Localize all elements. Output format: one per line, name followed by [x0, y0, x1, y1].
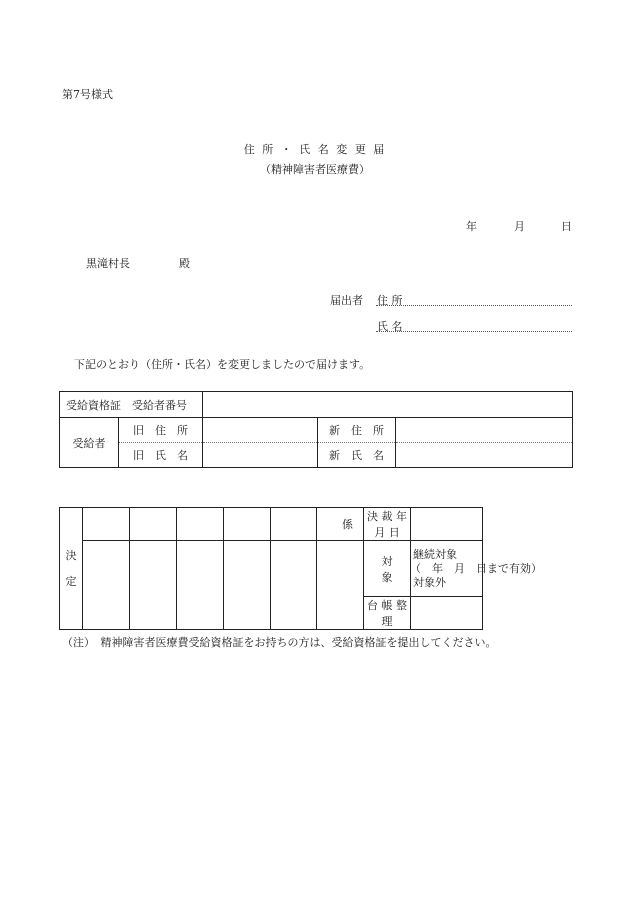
ledger-field[interactable] — [411, 597, 483, 630]
target-valid-until[interactable]: （ 年 月 日まで有効） — [410, 561, 542, 575]
applicant-label: 届出者 — [330, 294, 363, 307]
form-number: 第7号様式 — [62, 88, 113, 101]
stamp-cell-5[interactable] — [271, 541, 317, 630]
stamp-cell-1-top[interactable] — [83, 508, 130, 541]
date-month: 月 — [514, 220, 525, 233]
stamp-cell-2-top[interactable] — [130, 508, 177, 541]
recipient-table — [59, 391, 573, 468]
target-continue[interactable]: 継続対象 — [413, 547, 457, 561]
stamp-cell-3-top[interactable] — [177, 508, 224, 541]
target-excluded[interactable]: 対象外 — [413, 575, 446, 589]
cert-number-label: 受給資格証 受給者番号 — [60, 392, 203, 418]
stamp-cell-1[interactable] — [83, 541, 130, 630]
stamp-cell-4[interactable] — [224, 541, 271, 630]
stamp-cell-2[interactable] — [130, 541, 177, 630]
applicant-address-label: 住 所 — [377, 294, 403, 307]
staff-label: 係 — [317, 508, 364, 541]
new-address-label: 新 住 所 — [318, 418, 396, 443]
cert-number-field[interactable] — [203, 392, 573, 418]
ledger-label: 台 帳 整 理 — [364, 597, 411, 630]
stamp-cell-3[interactable] — [177, 541, 224, 630]
staff-stamp-cell[interactable] — [317, 541, 364, 630]
stamp-cell-5-top[interactable] — [271, 508, 317, 541]
decision-label: 決 定 — [60, 508, 83, 630]
new-name-field[interactable] — [396, 443, 573, 468]
old-address-label: 旧 住 所 — [119, 418, 203, 443]
form-subtitle: （精神障害者医療費） — [260, 163, 370, 176]
new-name-label: 新 氏 名 — [318, 443, 396, 468]
applicant-name-label: 氏 名 — [377, 320, 403, 333]
date-year: 年 — [466, 220, 477, 233]
target-label: 対 象 — [364, 541, 411, 597]
new-address-field[interactable] — [396, 418, 573, 443]
old-name-field[interactable] — [203, 443, 318, 468]
decision-date-field[interactable] — [411, 508, 483, 541]
date-day: 日 — [561, 220, 572, 233]
decision-date-label: 決 裁 年 月 日 — [364, 508, 411, 541]
addressee-honorific: 殿 — [179, 257, 190, 270]
intro-text: 下記のとおり（住所・氏名）を変更しましたので届けます。 — [74, 358, 371, 371]
stamp-cell-4-top[interactable] — [224, 508, 271, 541]
target-options — [410, 541, 542, 597]
addressee-name: 黒滝村長 — [86, 257, 130, 270]
recipient-label: 受給者 — [60, 418, 119, 468]
old-name-label: 旧 氏 名 — [119, 443, 203, 468]
note-text: （注） 精神障害者医療費受給資格証をお持ちの方は、受給資格証を提出してください。 — [62, 636, 497, 649]
old-address-field[interactable] — [203, 418, 318, 443]
form-title: 住 所 ・ 氏 名 変 更 届 — [243, 143, 387, 156]
decision-table — [59, 507, 573, 630]
applicant-address-line[interactable] — [376, 305, 572, 306]
applicant-name-line[interactable] — [376, 331, 572, 332]
